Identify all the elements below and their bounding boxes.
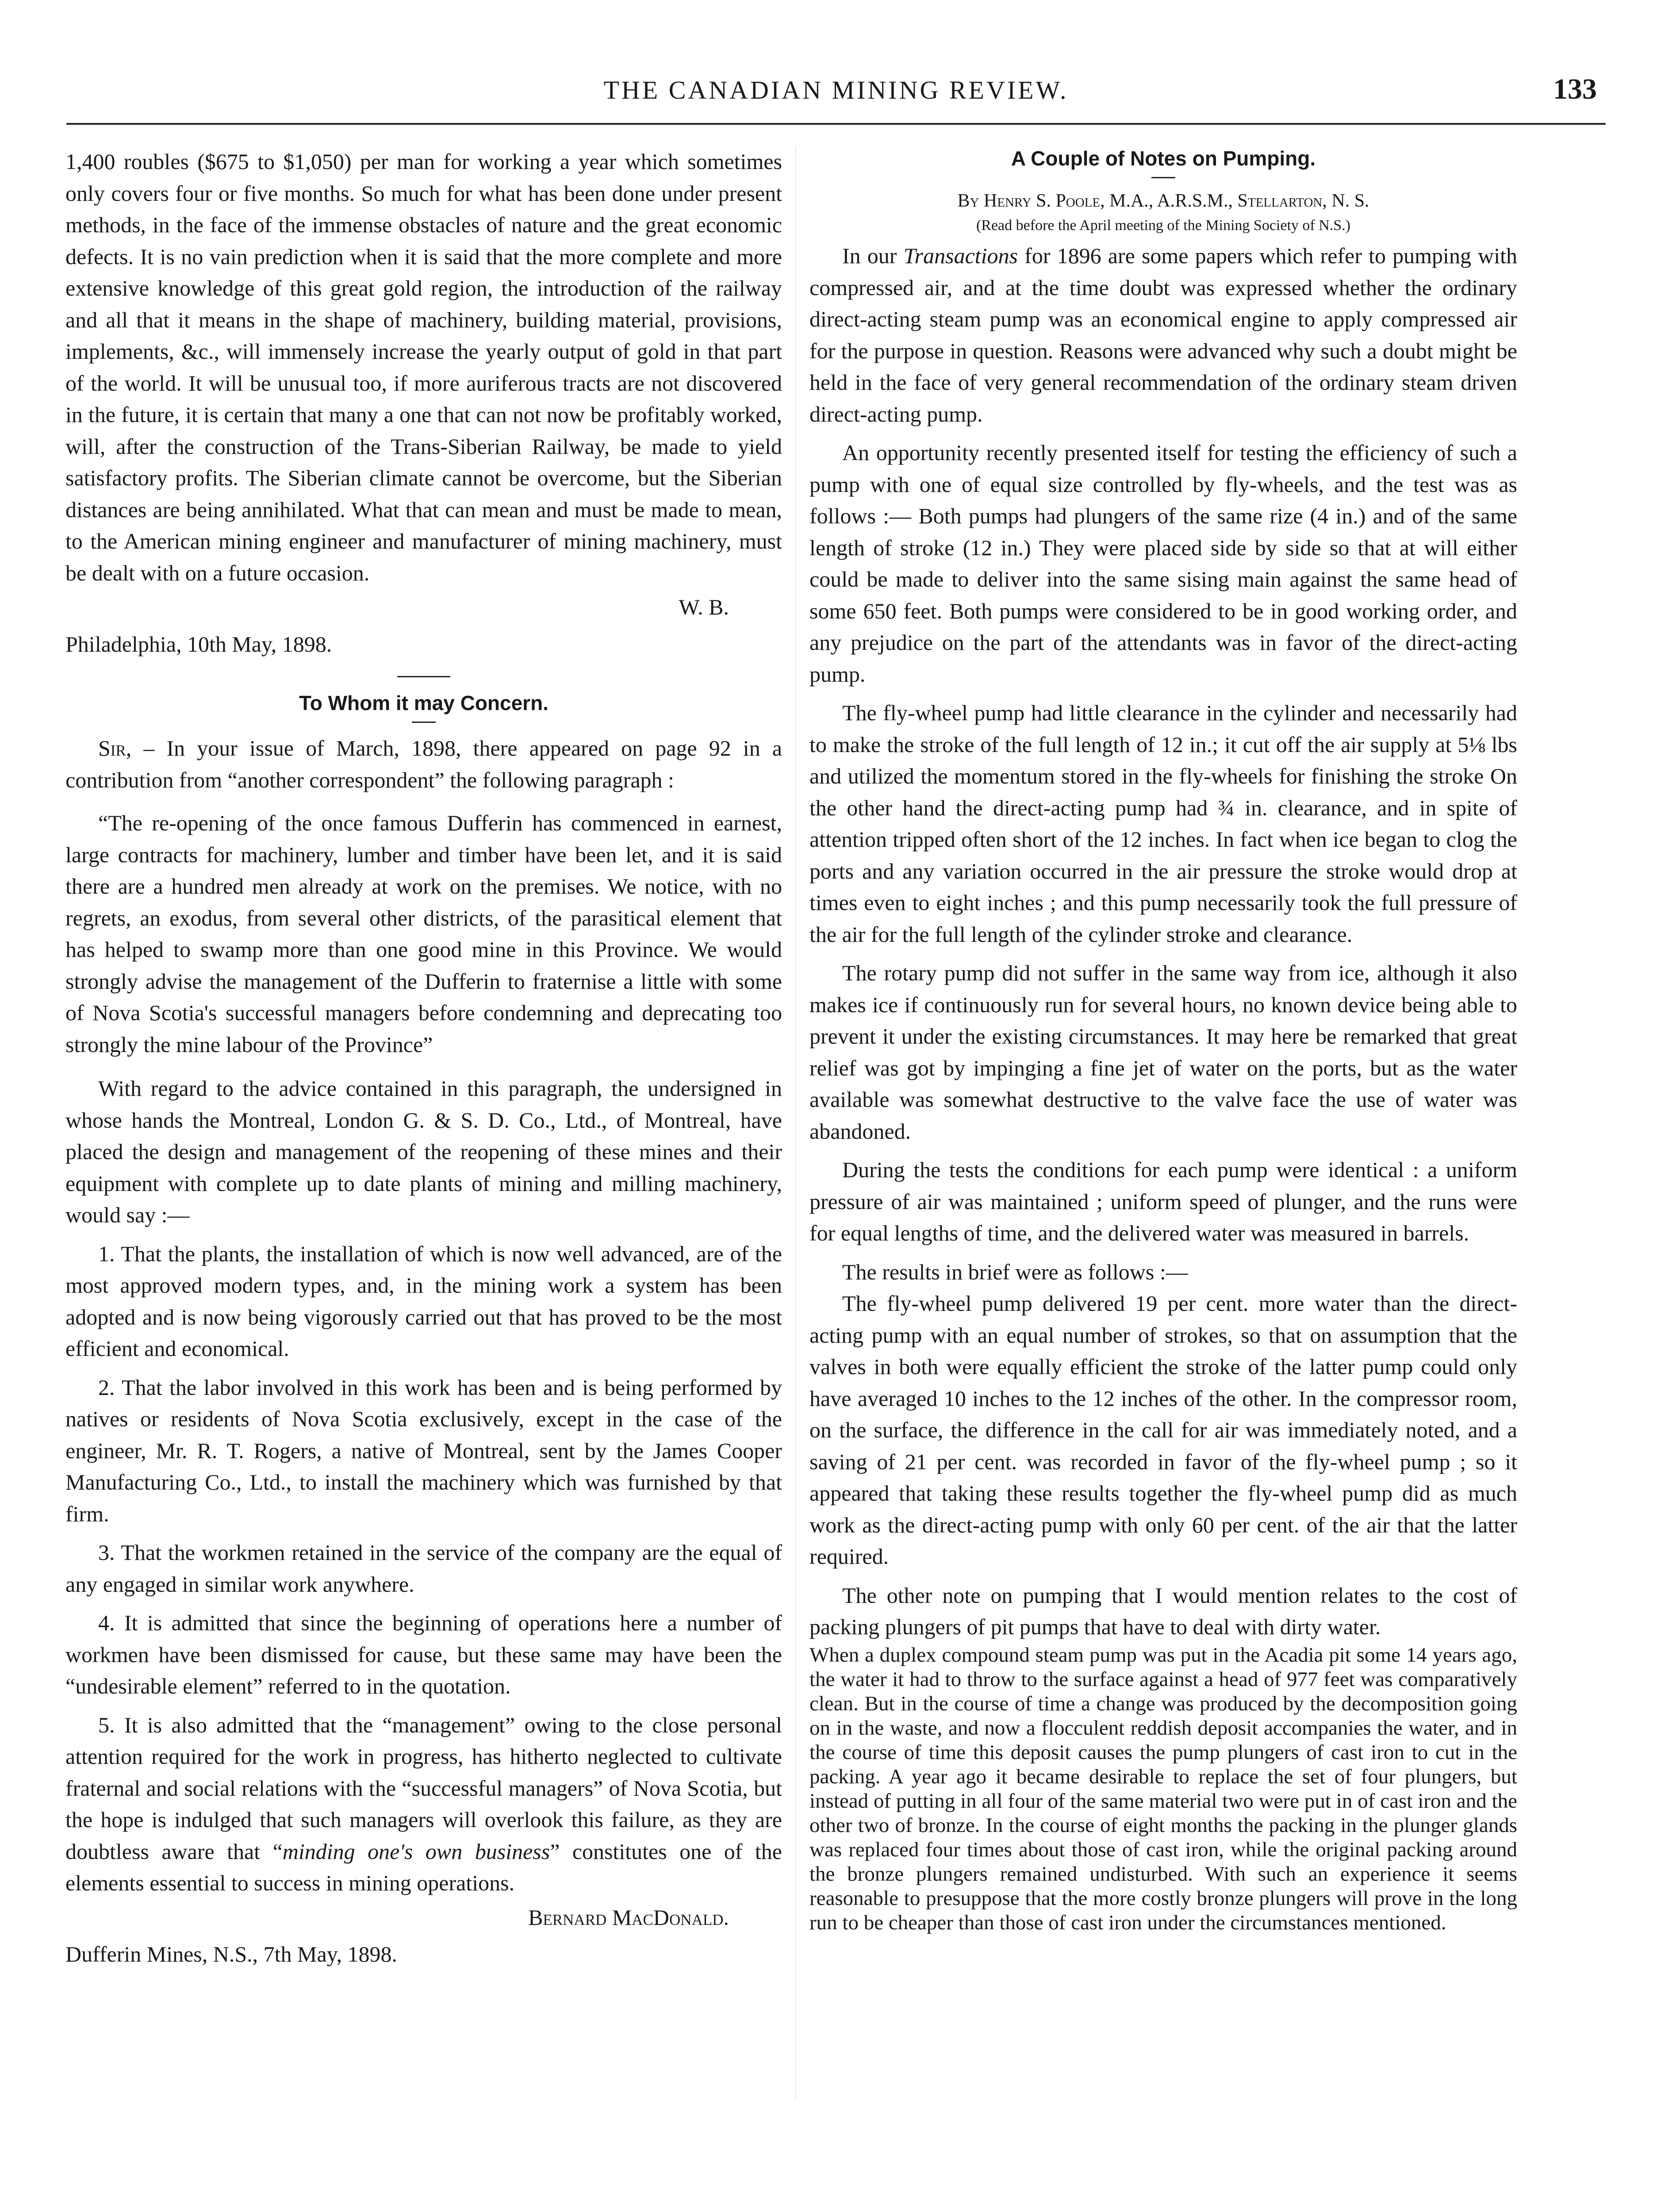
salutation: Sir, bbox=[98, 736, 132, 760]
point-5-text-start: 5. It is also admitted that the “management” owing to the close personal attention required for the work in progress, has hitherto neglected to cultivate fraternal and social relations with the “successful managers” of Nova Scotia, but the hope is indulged that such managers will overlook this failure, as they are doubtless aware that “ bbox=[65, 1712, 782, 1864]
article-place-date: Philadelphia, 10th May, 1898. bbox=[65, 631, 332, 657]
pumping-p1-italic: Transactions bbox=[903, 243, 1018, 268]
right-column bbox=[809, 146, 1517, 1935]
section-separator bbox=[397, 676, 450, 677]
article-signature: W. B. bbox=[679, 595, 729, 619]
article-title: A Couple of Notes on Pumping. bbox=[1011, 147, 1316, 170]
point-3: 3. That the workmen retained in the service of the company are the equal of any engaged in similar work anywhere. bbox=[65, 1540, 782, 1597]
continued-paragraph: 1,400 roubles ($675 to $1,050) per man for working a year which sometimes only covers four or five months. So much for what has been done under present methods, in the face of the immense obstacles of nature and the great economic defects. It is no vain prediction when it is said that the more complete and more extensive knowledge of this great gold region, the introduction of the railway and all that it means in the shape of machinery, building material, provisions, implements, &c., will immensely increase the yearly output of gold in that part of the world. It will be unusual too, if more auriferous tracts are not discovered in the future, it is certain that many a one that can not now be profitably worked, will, after the construction of the Trans-Siberian Railway, be made to yield satisfactory profits. The Siberian climate cannot be overcome, but the Siberian distances are being annihilated. What that can mean and must be made to mean, to the American mining engineer and manufacturer of mining machinery, must be dealt with on a future occasion. bbox=[65, 149, 782, 585]
response-intro: With regard to the advice contained in this paragraph, the undersigned in whose hands the Montreal, London G. & S. D. Co., Ltd., of Montreal, have placed the design and management of the reopening of these mines and their equipment with complete up to date plants of mining and milling machinery, would say :— bbox=[65, 1076, 782, 1227]
pumping-paragraph-5: During the tests the conditions for each pump were identical : a uniform pressure of air was maintained ; uniform speed of plunger, and the runs were for equal lengths of time, and the delivered water was measured in barrels. bbox=[809, 1157, 1517, 1245]
point-2: 2. That the labor involved in this work has been and is being performed by natives or residents of Nova Scotia exclusively, except in the case of the engineer, Mr. R. T. Rogers, a native of Montreal, sent by the James Cooper Manufacturing Co., Ltd., to install the machinery which was furnished by that firm. bbox=[65, 1375, 782, 1526]
point-4: 4. It is admitted that since the beginning of operations here a number of workmen have been dismissed for cause, but these same may have been the “undesirable element” referred to in the quotation. bbox=[65, 1610, 782, 1698]
byline-note: (Read before the April meeting of the Mining Society of N.S.) bbox=[976, 217, 1351, 234]
letter-place-date: Dufferin Mines, N.S., 7th May, 1898. bbox=[65, 1942, 397, 1966]
point-1: 1. That the plants, the installation of which is now well advanced, are of the most approved modern types, and, in the mining work a system has been adopted and is now being vigorously carried out that has proved to be the most efficient and economical. bbox=[65, 1241, 782, 1361]
pumping-paragraph-3: The fly-wheel pump had little clearance in the cylinder and necessarily had to make the stroke of the full length of 12 in.; it cut off the air supply at 5⅛ lbs and utilized the momentum stored in the fly-wheels for finishing the stroke On the other hand the direct-acting pump had ¾ in. clearance, and in spite of attention tripped often short of the 12 inches. In fact when ice began to clog the ports and any variation occurred in the air pressure the stroke would drop at times even to eight inches ; and this pump necessarily took the full pressure of the air for the full length of the cylinder stroke and clearance. bbox=[809, 700, 1517, 947]
page-number: 133 bbox=[1553, 73, 1597, 105]
column-divider bbox=[795, 146, 796, 2101]
pumping-paragraph-7: The fly-wheel pump delivered 19 per cent. more water than the direct-acting pump with an equal number of strokes, so that on assumption that the valves in both were equally efficient the stroke of the latter pump could only have averaged 10 inches to the 12 inches of the other. In the compressor room, on the surface, the difference in the call for air was immediately noted, and a saving of 21 per cent. was recorded in favor of the fly-wheel pump ; so it appeared that taking these results together the fly-wheel pump did as much work as the direct-acting pump with only 60 per cent. of the air that the latter required. bbox=[809, 1291, 1517, 1569]
left-column bbox=[65, 146, 782, 1970]
title-rule bbox=[1151, 177, 1175, 178]
pumping-paragraph-2: An opportunity recently presented itself for testing the efficiency of such a pump with one of equal size controlled by fly-wheels, and the test was as follows :— Both pumps had plungers of the same rize (4 in.) and of the same length of stroke (12 in.) They were placed side by side so that at will either could be made to deliver into the same sising main against the same head of some 650 feet. Both pumps were considered to be in good working order, and any prejudice on the part of the attendants was in favor of the direct-acting pump. bbox=[809, 440, 1517, 687]
letter-heading: To Whom it may Concern. bbox=[299, 691, 548, 714]
point-5-text-end: ” constitutes one of the elements essential to success in mining operations. bbox=[65, 1839, 782, 1895]
heading-rule bbox=[412, 722, 436, 723]
letter-intro bbox=[65, 733, 782, 796]
quoted-paragraph: “The re-opening of the once famous Dufferin has commenced in earnest, large contracts for machinery, lumber and timber have been let, and it is said there are a hundred men already at work on the premises. We notice, with no regrets, an exodus, from several other districts, of the parasitical element that has helped to swamp more than one good mine in this Province. We would strongly advise the management of the Dufferin to fraternise a little with some of Nova Scotia's successful managers before condemning and deprecating too strongly the mine labour of the Province” bbox=[65, 810, 782, 1057]
pumping-paragraph-1 bbox=[809, 240, 1517, 430]
pumping-p1-end: for 1896 are some papers which refer to pumping with compressed air, and at the time doubt was expressed whether the ordinary direct-acting steam pump was an economical engine to apply compressed air for the purpose in question. Reasons were advanced why such a doubt might be held in the face of very general recommendation of the ordinary steam driven direct-acting pump. bbox=[809, 243, 1517, 426]
running-title: THE CANADIAN MINING REVIEW. bbox=[603, 76, 1069, 104]
pumping-paragraph-8-intro: The other note on pumping that I would mention relates to the cost of packing plungers of pit pumps that have to deal with dirty water. bbox=[809, 1582, 1517, 1639]
pumping-p1-start: In our bbox=[842, 243, 904, 268]
pumping-paragraph-8-small-print: When a duplex compound steam pump was put in the Acadia pit some 14 years ago, the water it had to throw to the surface against a head of 977 feet was comparatively clean. But in the course of time a change was produced by the decomposition going on in the waste, and now a flocculent reddish deposit accompanies the water, and in the course of time this deposit causes the pump plungers of cast iron to cut in the packing. A year ago it became desirable to replace the set of four plungers, but instead of putting in all four of the same material two were put in of cast iron and the other two of bronze. In the course of eight months the packing in the plunger glands was replaced four times about those of cast iron, while the original packing around the bronze plungers remained undisturbed. With such an experience it seems reasonable to presuppose that the more costly bronze plungers will prove in the long run to be cheaper than those of cast iron under the circumstances mentioned. bbox=[809, 1643, 1517, 1934]
author-byline: By Henry S. Poole, M.A., A.R.S.M., Stellarton, N. S. bbox=[957, 191, 1369, 211]
header-rule bbox=[66, 123, 1606, 125]
letter-intro-text: – In your issue of March, 1898, there appeared on page 92 in a contribution from “another correspondent” the following paragraph : bbox=[65, 736, 782, 792]
pumping-paragraph-4: The rotary pump did not suffer in the same way from ice, although it also makes ice if continuously run for several hours, no known device being able to prevent it under the existing circumstances. It may here be remarked that great relief was got by impinging a fine jet of water on the ports, but as the water available was somewhat destructive to the valve face the use of water was abandoned. bbox=[809, 960, 1517, 1144]
point-5-italic-phrase: minding one's own business bbox=[282, 1839, 550, 1864]
letter-signature: Bernard MacDonald. bbox=[528, 1905, 729, 1930]
page-header bbox=[66, 66, 1606, 119]
pumping-paragraph-6: The results in brief were as follows :— bbox=[842, 1259, 1188, 1284]
point-5 bbox=[65, 1709, 782, 1899]
